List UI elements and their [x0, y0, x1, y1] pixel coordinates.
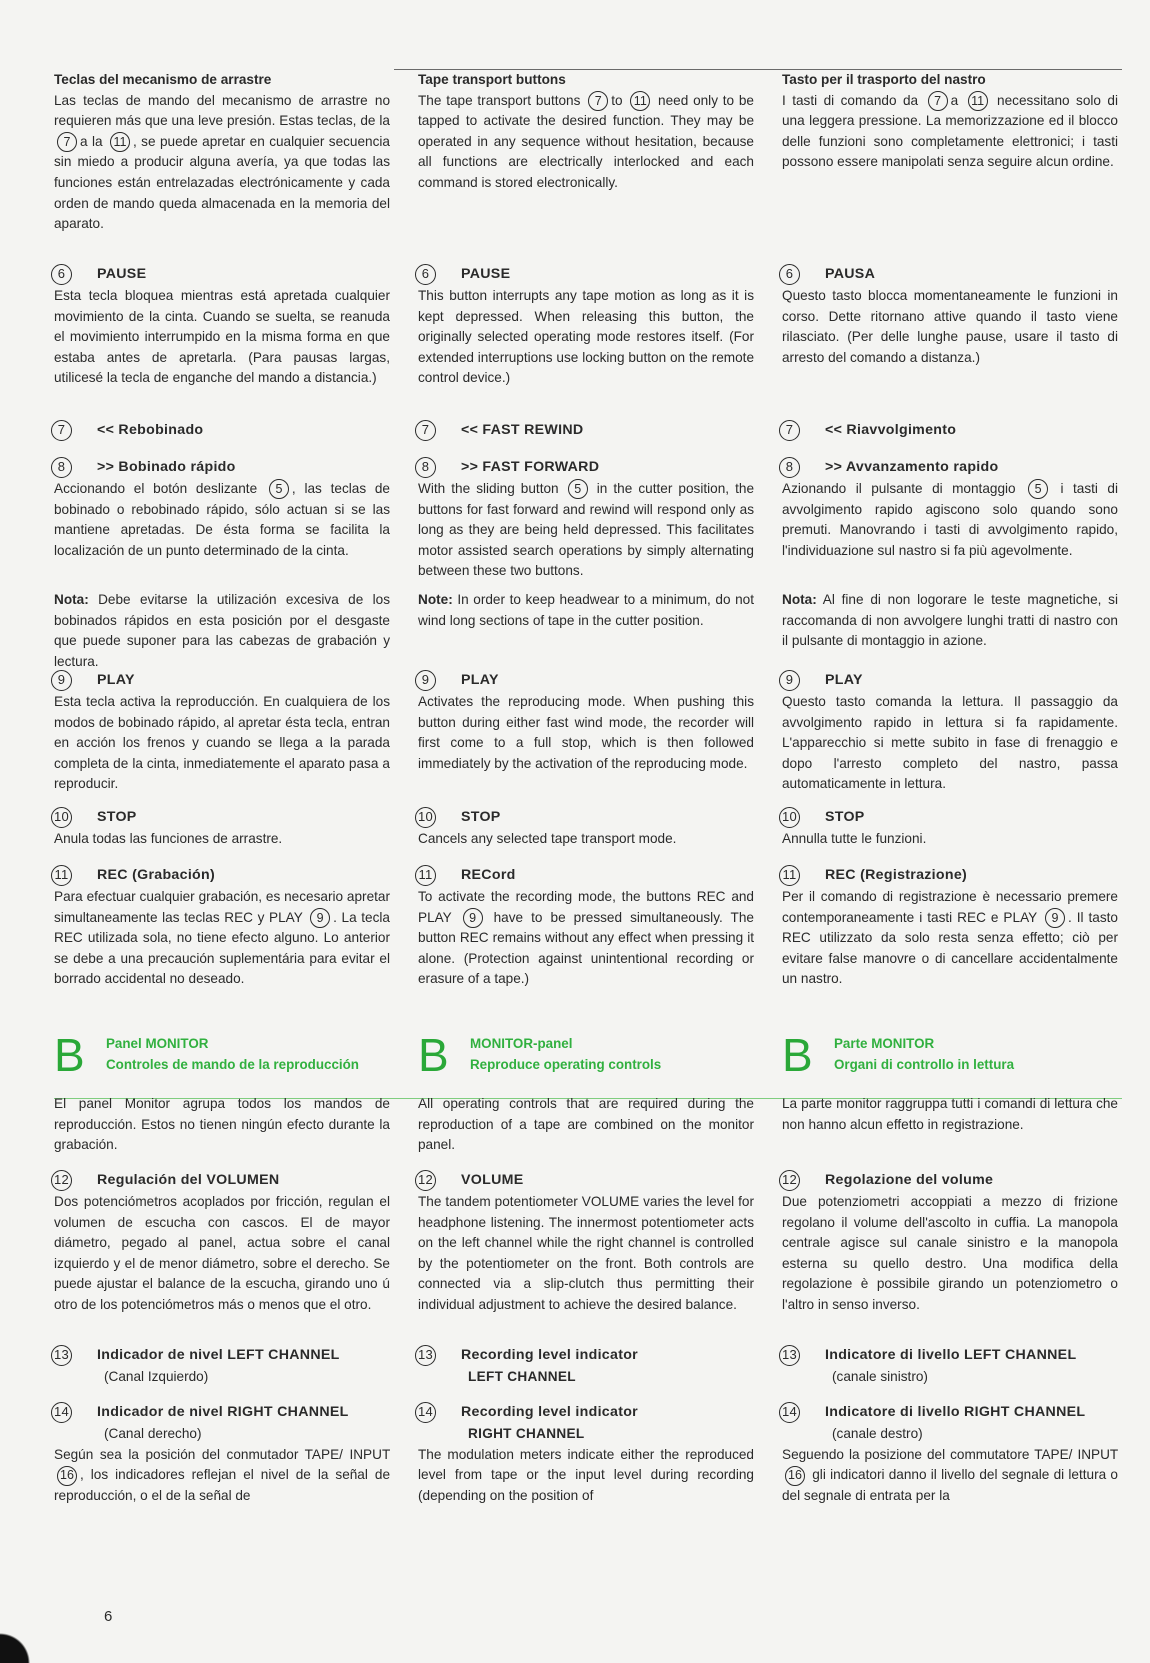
record-number-badge: 11 [779, 865, 800, 886]
monitor-subtitle: Reproduce operating controls [470, 1056, 662, 1072]
ref-5-badge: 5 [1028, 479, 1048, 499]
pause-text: This button interrupts any tape motion as long as it is kept depressed. When releasing this button, the originally selected operating mode restores itself. (For extended interruptions use locking button on the remote control device.) [418, 288, 754, 386]
left-channel-number-badge: 13 [779, 1345, 800, 1366]
transport-text [782, 91, 1118, 173]
section-ffwd [54, 455, 390, 561]
section-transport [782, 70, 1118, 173]
play-text: Esta tecla activa la reproducción. En cualquiera de los modos de bobinado rápido, al apretar ésta tecla, entran en acción los frenos y cuando se llega a la parada completa de la cinta, inmediatemente el aparato pasa a reproducir. [54, 694, 390, 792]
monitor-titles [470, 1032, 661, 1075]
volume-label: Regulación del VOLUMEN [97, 1171, 280, 1188]
section-rewind [54, 418, 390, 442]
section-rewind [418, 418, 754, 442]
section-volume [54, 1168, 390, 1316]
right-channel-text-part2: , los indicadores reflejan el nivel de la señal de reproducción, o el de la señal de [54, 1467, 390, 1503]
section-ffwd [418, 455, 754, 582]
monitor-section-heading [54, 1029, 390, 1081]
monitor-subtitle: Organi di controllo in lettura [834, 1056, 1015, 1072]
transport-text-part2: need only to be tapped to activate the desired function. They may be operated in any sequence without hesitation, because all functions are electrically interlocked and each command is stored electronically. [418, 92, 754, 190]
fast-forward-text-part2: i tasti di avvolgimento rapido agiscono solo quando sono premuti. Manovrando i tasti di avvolgimento rapido, l'individuazione sul nastro si fa più agevolmente. [782, 481, 1118, 558]
stop-number-badge: 10 [415, 807, 436, 828]
left-channel-sublabel: LEFT CHANNEL [468, 1369, 576, 1384]
volume-label: Regolazione del volume [825, 1171, 994, 1188]
ref-11-badge: 11 [110, 132, 130, 152]
section-volume [418, 1168, 754, 1316]
pause-heading [54, 262, 390, 286]
transport-text-part1: The tape transport buttons [418, 92, 581, 108]
record-heading [54, 863, 390, 887]
pause-number-badge: 6 [779, 264, 800, 285]
play-label: PLAY [461, 671, 499, 688]
ref-7-badge: 7 [928, 91, 948, 111]
ref-9-badge: 9 [310, 908, 330, 928]
transport-text [54, 91, 390, 235]
right-channel-text-part1: Según sea la posición del conmutador TAPE/ INPUT [54, 1446, 390, 1462]
rewind-heading [54, 418, 390, 442]
record-text-part2: have to be pressed simultaneously. The button REC remains without any effect when pressing it alone. (Protection against unintentional recording or erasure of a tape.) [418, 909, 754, 987]
rewind-number-badge: 7 [779, 420, 800, 441]
fast-forward-text-part1: Accionando el botón deslizante [54, 481, 258, 496]
right-channel-number-badge: 14 [779, 1402, 800, 1423]
note-label: Nota: [782, 592, 817, 607]
pause-label: PAUSA [825, 265, 876, 282]
right-channel-text-part1: Seguendo la posizione del commutatore TAPE/ INPUT [782, 1446, 1118, 1462]
right-channel-label: Indicador de nivel RIGHT CHANNEL [97, 1403, 349, 1420]
monitor-title: Parte MONITOR [834, 1036, 935, 1051]
pause-heading [782, 262, 1118, 286]
stop-label: STOP [461, 808, 501, 825]
fast-forward-text [54, 479, 390, 561]
note-text [54, 590, 390, 672]
record-text-part1: Para efectuar cualquier grabación, es necesario apretar simultaneamente las teclas REC y PLAY [54, 889, 390, 925]
section-stop [54, 805, 390, 850]
section-stop [782, 805, 1118, 850]
fast-forward-heading [54, 455, 390, 479]
note-body: Al fine di non logorare le teste magnetiche, si raccomanda di non avvolgere lunghi tratti di nastro con il pulsante di montaggio in azione. [782, 592, 1118, 649]
record-label: REC (Grabación) [97, 866, 216, 883]
right-channel-heading [418, 1400, 754, 1424]
play-number-badge: 9 [415, 670, 436, 691]
record-text [54, 887, 390, 990]
transport-text-part2: , se puede apretar en cualquier secuencia sin miedo a producir alguna avería, ya que todas las funciones están entrelazadas electrónicamente y cada orden de mando queda almacenada en la memoria del aparato. [54, 133, 390, 232]
fast-forward-heading [418, 455, 754, 479]
right-channel-text-part1: The modulation meters indicate either the reproduced level from tape or the input level during recording (depending on the position of [418, 1446, 754, 1503]
volume-number-badge: 12 [779, 1170, 800, 1191]
volume-text: Dos potenciómetros acoplados por fricción, regulan el volumen de escucha con cascos. El de mayor diámetro, pegado al panel, actua sobre el canal izquierdo y el de menor diámetro, sobre el derecho. Se puede ajustar el balance de la escucha, girando uno ú otro de los potenciómetros más o menos que el otro. [54, 1194, 390, 1312]
note-body: In order to keep headwear to a minimum, do not wind long sections of tape in the cutter position. [418, 592, 754, 628]
note-text [418, 590, 754, 631]
monitor-section-heading [782, 1029, 1118, 1081]
rewind-label: << FAST REWIND [461, 421, 584, 438]
left-channel-label: Indicador de nivel LEFT CHANNEL [97, 1346, 340, 1363]
ref-5-badge: 5 [568, 479, 588, 499]
ref-9-badge: 9 [1045, 908, 1065, 928]
volume-heading [418, 1168, 754, 1192]
ref-9-badge: 9 [463, 908, 483, 928]
fast-forward-text-part1: Azionando il pulsante di montaggio [782, 481, 1016, 496]
play-heading [54, 668, 390, 692]
ref-7-badge: 7 [57, 132, 77, 152]
transport-text-part2: necessitano solo di una leggera pressione. La memorizzazione ed il blocco delle funzioni sono completamente elettronici; i tasti possono essere manipolati senza seguire alcun ordine. [782, 92, 1119, 170]
monitor-titles [106, 1032, 359, 1075]
transport-text-part1: I tasti di comando da [782, 92, 919, 108]
pause-heading [418, 262, 754, 286]
section-monitor [54, 1029, 390, 1156]
pause-label: PAUSE [461, 265, 511, 282]
fast-forward-label: >> Avvanzamento rapido [825, 458, 999, 475]
section-transport [418, 70, 754, 194]
note-text [782, 590, 1118, 652]
left-channel-number-badge: 13 [415, 1345, 436, 1366]
section-play [782, 668, 1118, 795]
section-rec [418, 863, 754, 990]
transport-title: Tasto per il trasporto del nastro [782, 72, 986, 87]
fast-forward-label: >> FAST FORWARD [461, 458, 600, 475]
record-label: REC (Registrazione) [825, 866, 968, 883]
right-channel-sublabel: (canale destro) [832, 1426, 923, 1441]
ref-11-badge: 11 [630, 91, 650, 111]
page-number: 6 [104, 1608, 113, 1625]
section-rewind [782, 418, 1118, 442]
stop-text: Cancels any selected tape transport mode. [418, 831, 677, 846]
fast-forward-text-part2: , las teclas de bobinado o rebobinado rápido, sólo actuan si se las mantiene apretadas. De ésta forma se facilita la localización de un punto determinado de la cinta. [54, 481, 390, 558]
play-heading [418, 668, 754, 692]
stop-label: STOP [97, 808, 137, 825]
section-volume [782, 1168, 1118, 1316]
section-left [418, 1343, 754, 1388]
section-right [782, 1400, 1118, 1506]
section-nota [782, 590, 1118, 652]
right-channel-heading [782, 1400, 1118, 1424]
stop-label: STOP [825, 808, 865, 825]
left-channel-label: Indicatore di livello LEFT CHANNEL [825, 1346, 1077, 1363]
transport-title: Tape transport buttons [418, 72, 566, 87]
play-text: Questo tasto comanda la lettura. Il passaggio da avvolgimento rapido in lettura si fa rapidamente. L'apparecchio si mette subito in fase di frenaggio e dopo l'arresto completo del nastro, passa automaticamente in lettura. [782, 694, 1118, 792]
right-channel-sublabel: RIGHT CHANNEL [468, 1426, 585, 1441]
pause-text: Esta tecla bloquea mientras está apretada cualquier movimiento de la cinta. Cuando se suelta, se reanuda el movimiento interrumpido en la misma forma en que estaba antes de apretarla. (Para pausas largas, utilicesé la tecla de enganche del mando a distancia.) [54, 288, 390, 386]
section-rec [54, 863, 390, 990]
record-label: RECord [461, 866, 516, 883]
play-label: PLAY [825, 671, 863, 688]
right-channel-text [54, 1445, 390, 1507]
right-channel-number-badge: 14 [415, 1402, 436, 1423]
left-channel-heading [418, 1343, 754, 1367]
fast-forward-number-badge: 8 [779, 457, 800, 478]
stop-text: Annulla tutte le funzioni. [782, 831, 927, 846]
stop-text: Anula todas las funciones de arrastre. [54, 831, 283, 846]
section-letter: B [782, 1029, 813, 1081]
rewind-heading [782, 418, 1118, 442]
stop-number-badge: 10 [779, 807, 800, 828]
left-channel-sublabel: (canale sinistro) [832, 1369, 928, 1384]
ref-5-badge: 5 [269, 479, 289, 499]
fast-forward-text [418, 479, 754, 582]
section-rec [782, 863, 1118, 990]
section-transport [54, 70, 390, 235]
right-channel-label: Indicatore di livello RIGHT CHANNEL [825, 1403, 1086, 1420]
stop-number-badge: 10 [51, 807, 72, 828]
section-play [418, 668, 754, 774]
transport-title: Teclas del mecanismo de arrastre [54, 72, 272, 87]
monitor-text: La parte monitor raggruppa tutti i comandi di lettura che non hanno alcun effetto in registrazione. [782, 1096, 1118, 1132]
record-text-part2: . La tecla REC utilizada sola, no tiene efecto alguno. Lo anterior se debe a una precaución suplementária para evitar el borrado accidental no deseado. [54, 909, 390, 987]
section-pause [54, 262, 390, 389]
pause-number-badge: 6 [51, 264, 72, 285]
note-label: Note: [418, 592, 453, 607]
stop-heading [782, 805, 1118, 829]
fast-forward-text [782, 479, 1118, 561]
right-channel-label: Recording level indicator [461, 1403, 639, 1420]
section-pause [418, 262, 754, 389]
transport-text-part1: Las teclas de mando del mecanismo de arrastre no requieren más que una leve presión. Estas teclas, de la [54, 92, 390, 129]
right-channel-number-badge: 14 [51, 1402, 72, 1423]
fast-forward-text-part1: With the sliding button [418, 481, 559, 496]
play-heading [782, 668, 1118, 692]
section-ffwd [782, 455, 1118, 561]
right-channel-text [418, 1445, 754, 1507]
left-channel-number-badge: 13 [51, 1345, 72, 1366]
volume-heading [54, 1168, 390, 1192]
rewind-label: << Rebobinado [97, 421, 204, 438]
right-channel-text-part2: gli indicatori danno il livello del segnale di lettura o del segnale di entrata per la [782, 1467, 1118, 1503]
section-nota [54, 590, 390, 672]
monitor-subtitle: Controles de mando de la reproducción [106, 1056, 359, 1072]
ref-16-badge: 16 [785, 1466, 805, 1486]
record-text [782, 887, 1118, 990]
rewind-number-badge: 7 [415, 420, 436, 441]
section-letter: B [418, 1029, 449, 1081]
play-number-badge: 9 [51, 670, 72, 691]
section-right [54, 1400, 390, 1506]
note-body: Debe evitarse la utilización excesiva de los bobinados rápidos en esta posición por el desgaste que puede suponer para las cabezas de grabación y lectura. [54, 592, 390, 669]
transport-text-mid: a la [80, 133, 103, 149]
volume-label: VOLUME [461, 1171, 524, 1188]
left-channel-label: Recording level indicator [461, 1346, 639, 1363]
record-text-part1: To activate the recording mode, the buttons REC and PLAY [418, 889, 754, 925]
note-label: Nota: [54, 592, 89, 607]
monitor-text: All operating controls that are required during the reproduction of a tape are combined on the monitor panel. [418, 1096, 754, 1153]
pause-text: Questo tasto blocca momentaneamente le funzioni in corso. Dette ritornano attive quando il tasto viene rilasciato. (Per delle lunghe pause, usare il tasto di arresto del comando a distanza.) [782, 288, 1118, 365]
record-heading [418, 863, 754, 887]
record-text-part1: Per il comando di registrazione è necessario premere contemporaneamente i tasti REC e PLAY [782, 889, 1118, 925]
section-left [782, 1343, 1118, 1388]
fast-forward-number-badge: 8 [51, 457, 72, 478]
rewind-heading [418, 418, 754, 442]
left-channel-heading [782, 1343, 1118, 1367]
play-text: Activates the reproducing mode. When pushing this button during either fast wind mode, the recorder will first come to a full stop, which is then followed immediately by the activation of the reproducing mode. [418, 694, 754, 771]
ref-16-badge: 16 [57, 1466, 77, 1486]
section-monitor [418, 1029, 754, 1156]
fast-forward-number-badge: 8 [415, 457, 436, 478]
play-number-badge: 9 [779, 670, 800, 691]
section-letter: B [54, 1029, 85, 1081]
volume-text: Due potenziometri accoppiati a mezzo di frizione regolano il volume dell'ascolto in cuffia. La manopola centrale agisce sul canale sinistro e la manopola esterna su quello destro. Una modifica della regolazione è possibile girando un potenziometro o l'altro in senso inverso. [782, 1194, 1118, 1312]
stop-heading [418, 805, 754, 829]
record-text-part2: . Il tasto REC utilizzato da solo resta senza effetto; ciò per evitare false manovre o di cancellare accidentalmente un nastro. [782, 909, 1118, 987]
monitor-text: El panel Monitor agrupa todos los mandos de reproducción. Estos no tienen ningún efecto durante la grabación. [54, 1096, 390, 1153]
record-number-badge: 11 [415, 865, 436, 886]
monitor-section-heading [418, 1029, 754, 1081]
transport-text-mid: to [611, 92, 623, 108]
monitor-title: Panel MONITOR [106, 1036, 209, 1051]
record-heading [782, 863, 1118, 887]
monitor-title: MONITOR-panel [470, 1036, 573, 1051]
section-stop [418, 805, 754, 850]
record-text [418, 887, 754, 990]
fast-forward-text-part2: in the cutter position, the buttons for fast forward and rewind will respond only as long as they are being held depressed. This facilitates motor assisted search operations by simply alternating between these two buttons. [418, 481, 755, 579]
play-label: PLAY [97, 671, 135, 688]
section-right [418, 1400, 754, 1506]
volume-text: The tandem potentiometer VOLUME varies the level for headphone listening. The innermost potentiometer acts on the left channel while the right channel is controlled by the potentiometer on the front. Both controls are connected via a slip-clutch thus permitting their individual adjustment to achieve the desired balance. [418, 1194, 754, 1312]
right-channel-sublabel: (Canal derecho) [104, 1426, 202, 1441]
ref-11-badge: 11 [968, 91, 988, 111]
right-channel-text [782, 1445, 1118, 1507]
record-number-badge: 11 [51, 865, 72, 886]
volume-number-badge: 12 [415, 1170, 436, 1191]
section-left [54, 1343, 390, 1388]
transport-text [418, 91, 754, 194]
left-channel-heading [54, 1343, 390, 1367]
fast-forward-heading [782, 455, 1118, 479]
volume-number-badge: 12 [51, 1170, 72, 1191]
rewind-label: << Riavvolgimento [825, 421, 957, 438]
section-monitor [782, 1029, 1118, 1135]
section-play [54, 668, 390, 795]
ref-7-badge: 7 [588, 91, 608, 111]
right-channel-heading [54, 1400, 390, 1424]
pause-label: PAUSE [97, 265, 147, 282]
transport-text-mid: a [950, 92, 959, 108]
page-corner-shadow [0, 1603, 40, 1663]
monitor-titles [834, 1032, 1014, 1075]
section-pause [782, 262, 1118, 368]
fast-forward-label: >> Bobinado rápido [97, 458, 236, 475]
pause-number-badge: 6 [415, 264, 436, 285]
rewind-number-badge: 7 [51, 420, 72, 441]
section-nota [418, 590, 754, 631]
stop-heading [54, 805, 390, 829]
left-channel-sublabel: (Canal Izquierdo) [104, 1369, 209, 1384]
volume-heading [782, 1168, 1118, 1192]
